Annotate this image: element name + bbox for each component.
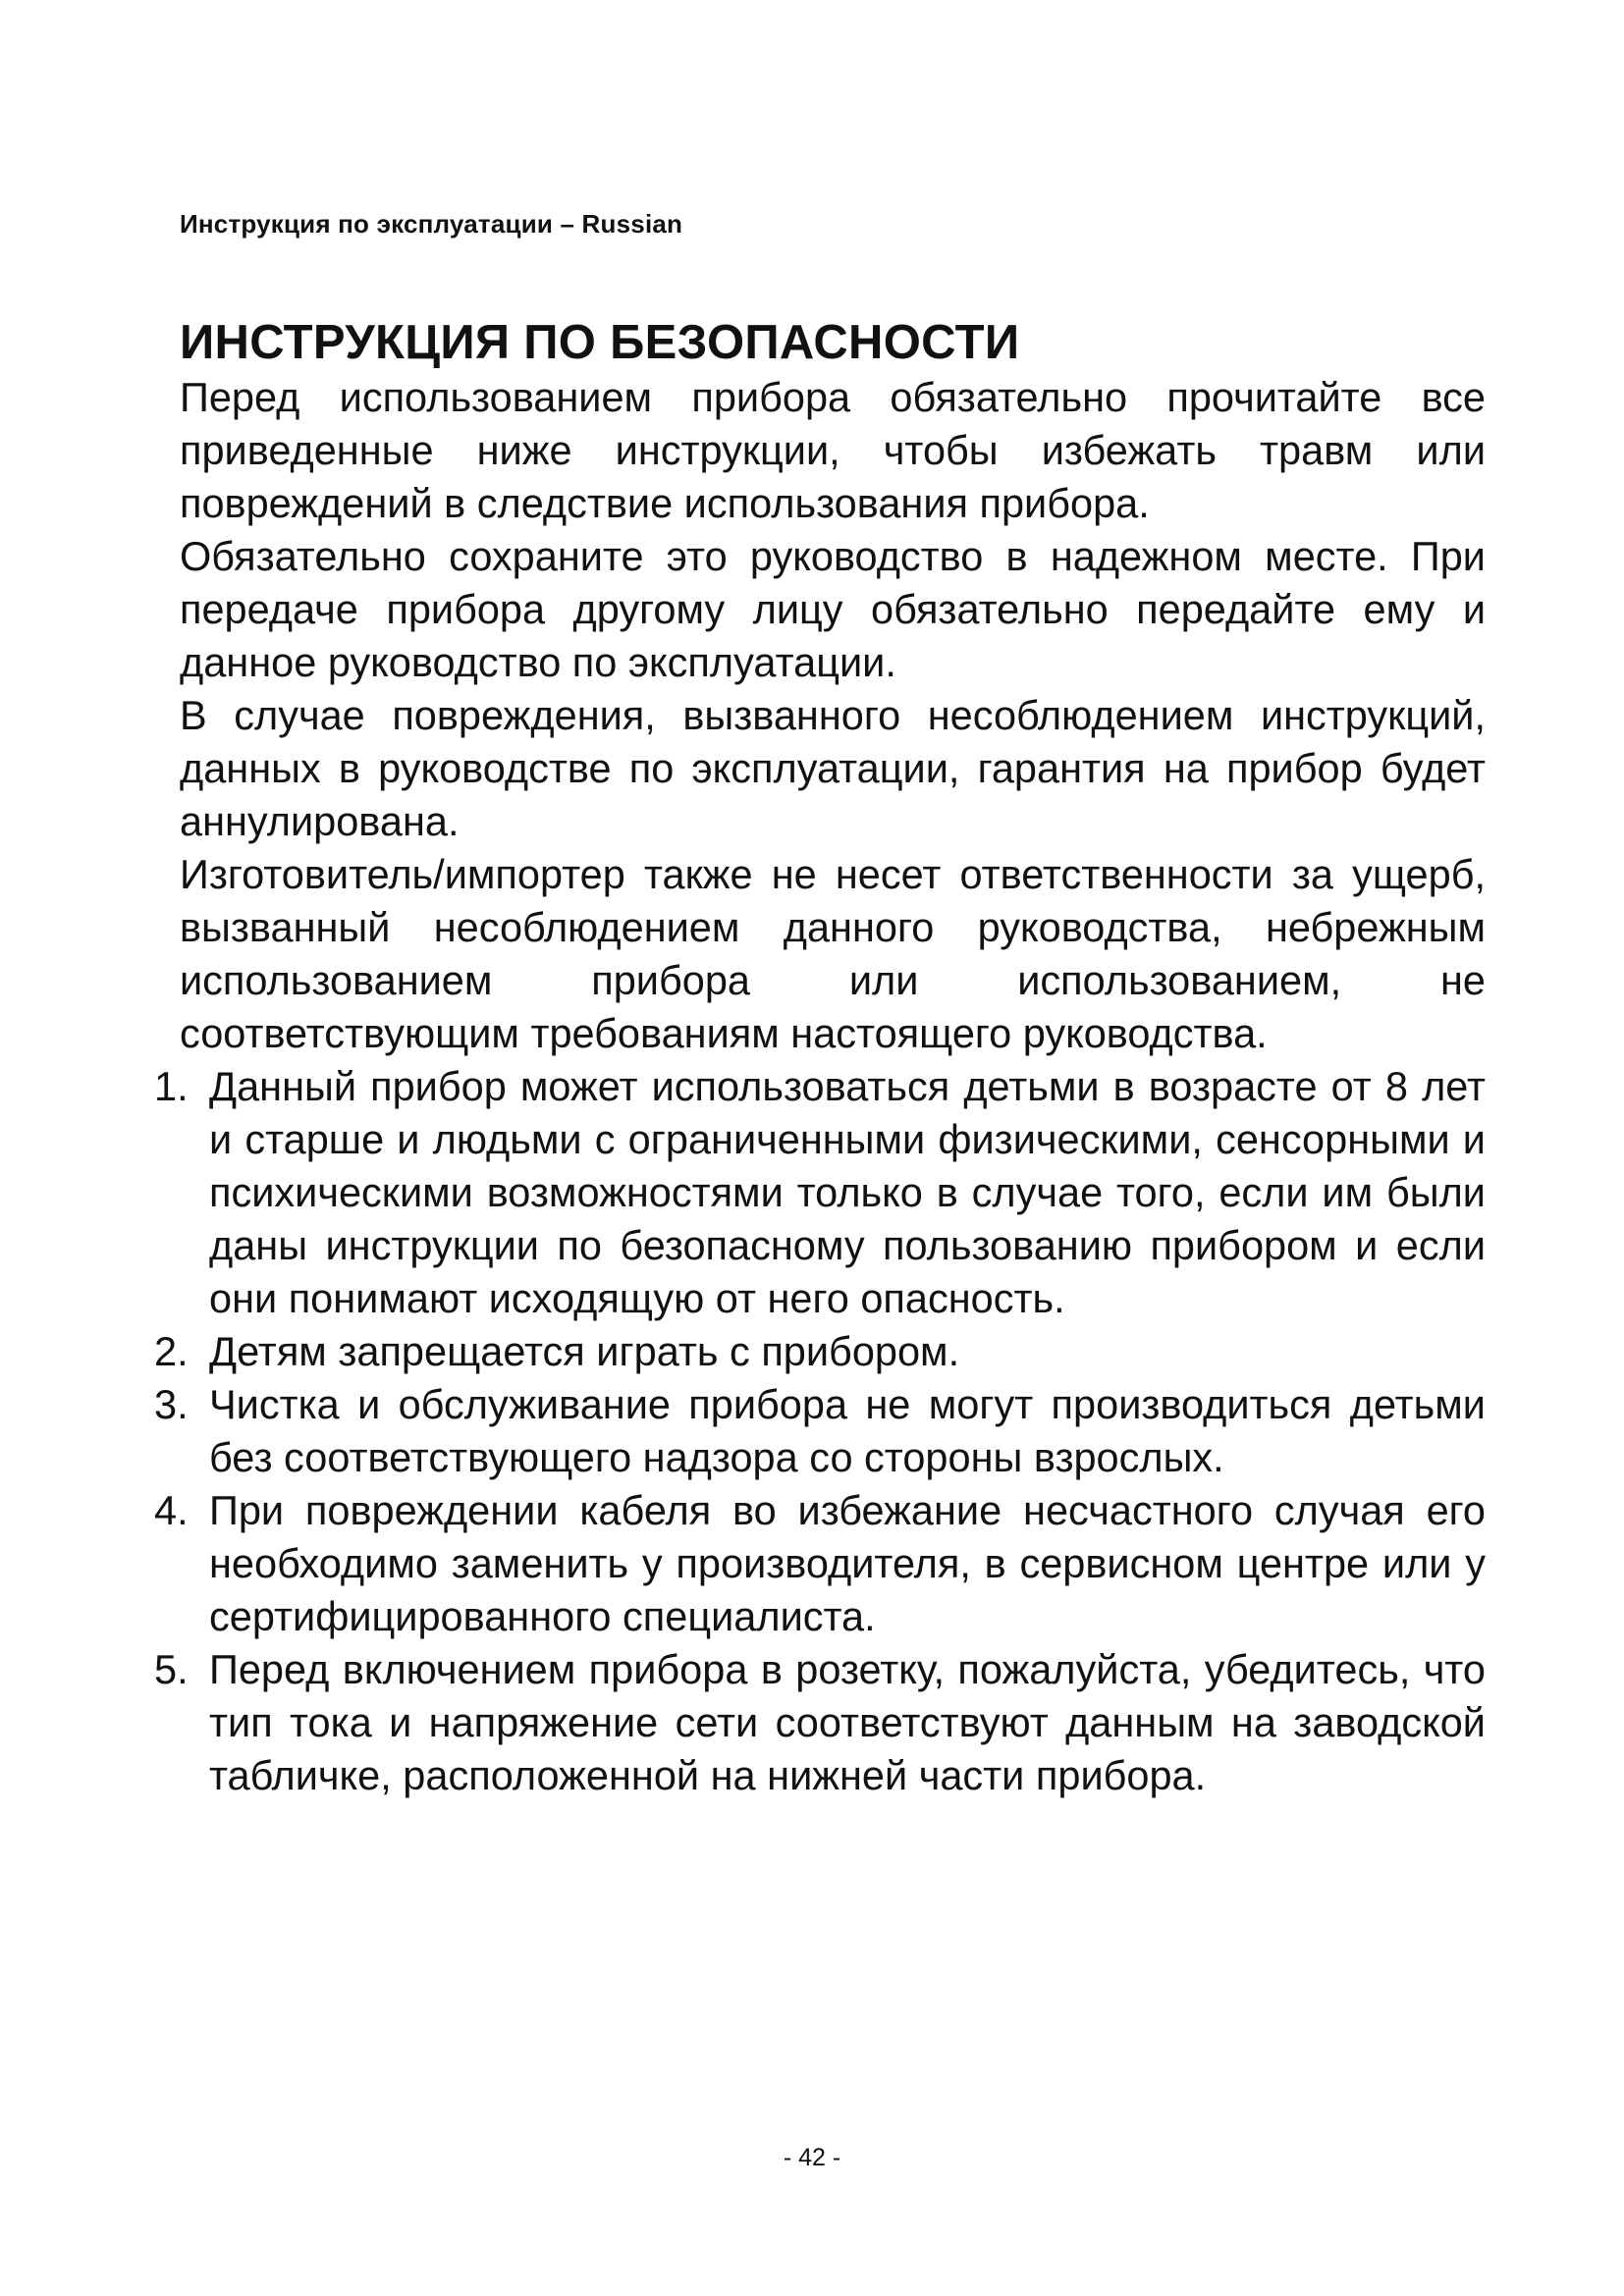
list-item: [154, 1060, 1486, 1325]
list-item-number: 4.: [154, 1487, 189, 1533]
list-item-text: Чистка и обслуживание прибора не могут производиться детьми без соответствующего надзора со стороны взрослых.: [209, 1381, 1486, 1480]
paragraph-warranty: В случае повреждения, вызванного несоблюдением инструкций, данных в руководстве по эксплуатации, гарантия на прибор будет аннулирована.: [180, 692, 1486, 844]
list-item-text: При повреждении кабеля во избежание несчастного случая его необходимо заменить у производителя, в сервисном центре или у сертифицированного специалиста.: [209, 1487, 1486, 1639]
list-item: [154, 1325, 1486, 1378]
paragraph-read-before-use: Перед использованием прибора обязательно прочитайте все приведенные ниже инструкции, чтобы избежать травм или повреждений в следствие использования прибора.: [180, 374, 1486, 526]
list-item-text: Детям запрещается играть с прибором.: [209, 1328, 960, 1374]
running-header: Инструкция по эксплуатации – Russian: [180, 209, 683, 239]
list-item-text: Данный прибор может использоваться детьми в возрасте от 8 лет и старше и людьми с ограниченными физическими, сенсорными и психическими возможностями только в случае того, если им были даны инструкции по безопасному пользованию прибором и если они понимают исходящую от него опасность.: [209, 1063, 1486, 1321]
paragraph-keep-manual: Обязательно сохраните это руководство в надежном месте. При передаче прибора другому лицу обязательно передайте ему и данное руководство по эксплуатации.: [180, 533, 1486, 685]
paragraph-liability: Изготовитель/импортер также не несет ответственности за ущерб, вызванный несоблюдением данного руководства, небрежным использованием прибора или использованием, не соответствующим требованиям настоящего руководства.: [180, 851, 1486, 1056]
safety-section: [154, 314, 1486, 1802]
section-title: ИНСТРУКЦИЯ ПО БЕЗОПАСНОСТИ: [180, 316, 1020, 369]
list-item-number: 2.: [154, 1328, 189, 1374]
list-item-number: 1.: [154, 1063, 189, 1109]
list-item-number: 3.: [154, 1381, 189, 1427]
list-item: [154, 1643, 1486, 1802]
safety-list: [154, 1060, 1486, 1802]
list-item: [154, 1378, 1486, 1484]
list-item-number: 5.: [154, 1646, 189, 1692]
list-item-text: Перед включением прибора в розетку, пожалуйста, убедитесь, что тип тока и напряжение сети соответствуют данным на заводской табличке, расположенной на нижней части прибора.: [209, 1646, 1486, 1798]
page-number: - 42 -: [783, 2144, 841, 2171]
list-item: [154, 1484, 1486, 1643]
